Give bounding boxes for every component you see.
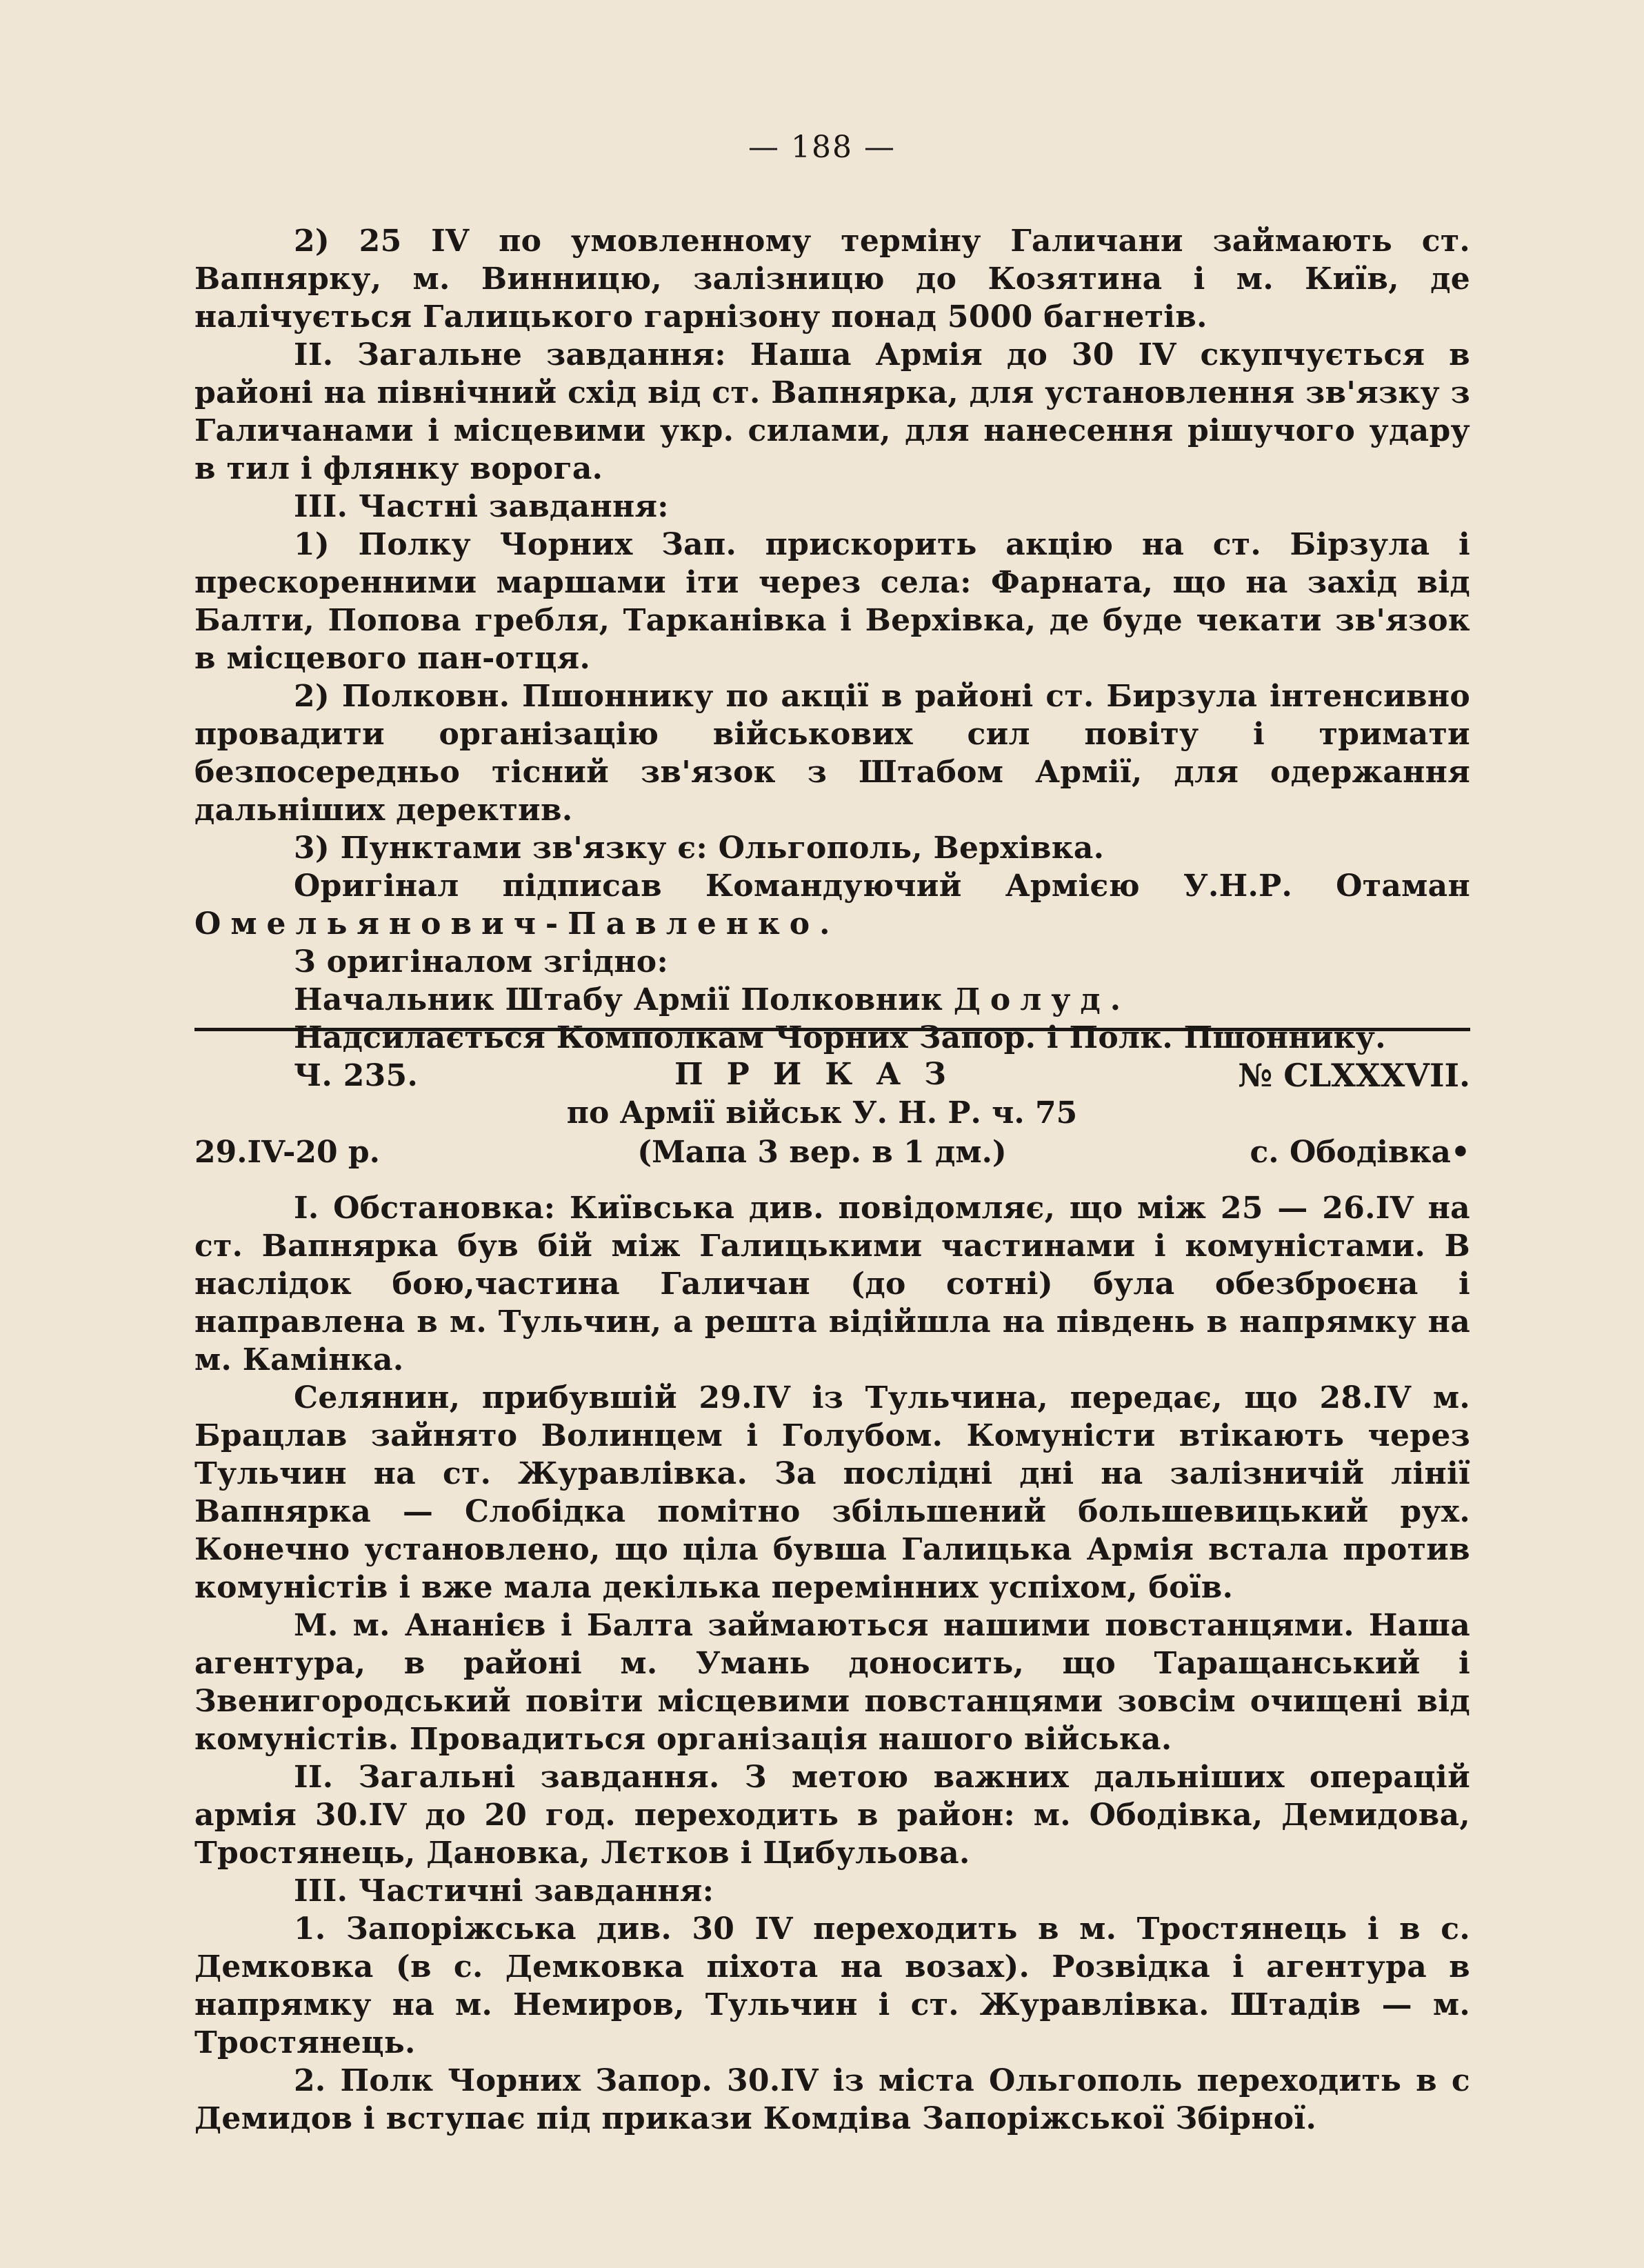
paragraph-situation: I. Обстановка: Київська див. повідомляє, що між 25 — 26.IV на ст. Вапнярка був бій між Галицькими частинами і комуністами. В наслідок бою,частина Галичан (до сотні) була обезброєна і направлена в м. Тульчин, а решта відійшла на південь в напрямку на м. Камінка. bbox=[194, 1191, 1470, 1377]
paragraph-partial-tasks: III. Частичні завдання: bbox=[294, 1873, 714, 1909]
paragraph-distribution: Надсилається Комполкам Чорних Запор. і Полк. Пшоннику. bbox=[294, 1020, 1386, 1055]
paragraph-chief-of-staff bbox=[194, 981, 1470, 1019]
top-text-block bbox=[194, 222, 1470, 1095]
signed-by-text: Оригінал підписав Командуючий Армією У.Н.Р. Отаман bbox=[294, 868, 1470, 904]
paragraph-partial-tasks-heading: III. Частні завдання: bbox=[294, 489, 669, 524]
paragraph-general-tasks: II. Загальні завдання. З метою важних дальніших операцій армія 30.IV до 20 год. переходить в район: м. Ободівка, Демидова, Тростянець, Дановка, Лєтков і Цибульова. bbox=[194, 1760, 1470, 1871]
paragraph-task-2: 2) Полковн. Пшоннику по акції в районі ст. Бирзула інтенсивно провадити організацію військових сил повіту і тримати безпосередньо тісний зв'язок з Штабом Армії, для одержання дальніших деректив. bbox=[194, 679, 1470, 828]
chief-of-staff-text: Начальник Штабу Армії Полковник bbox=[294, 982, 943, 1017]
page-number: — 188 — bbox=[748, 130, 896, 165]
paragraph-black-zaporozhians: 2. Полк Чорних Запор. 30.IV із міста Ольгополь переходить в с Демидов і вступає під прикази Комдіва Запоріжської Збірної. bbox=[194, 2063, 1470, 2136]
paragraph-task-1: 1) Полку Чорних Зап. прискорить акцію на ст. Бірзула і прескоренними маршами іти через села: Фарната, що на захід від Балти, Попова гребля, Тарканівка і Верхівка, де буде чекати зв'язок в місцевого пан-отця. bbox=[194, 527, 1470, 676]
signatory-name: Омельянович-Павленко. bbox=[194, 906, 840, 942]
chief-of-staff-name: Долуд. bbox=[953, 982, 1131, 1017]
paragraph-insurgents: М. м. Ананієв і Балта займаються нашими повстанцями. Наша агентура, в районі м. Умань доносить, що Таращанський і Звенигородський повіти місцевими повстанцями зовсім очищені від комуністів. Провадиться організація нашого війська. bbox=[194, 1608, 1470, 1757]
order-subtitle: по Армії військ У. Н. Р. ч. 75 bbox=[566, 1095, 1078, 1131]
order-place: с. Ободівка• bbox=[1250, 1135, 1470, 1170]
paragraph-original-signed bbox=[194, 867, 1470, 943]
paragraph-copy-verified: З оригіналом згідно: bbox=[294, 944, 668, 979]
paragraph-task-3: 3) Пунктами зв'язку є: Ольгополь, Верхівка. bbox=[294, 830, 1105, 866]
order-map-reference: (Мапа 3 вер. в 1 дм.) bbox=[637, 1135, 1007, 1170]
paragraph-zaporizhian-division: 1. Запоріжська див. 30 IV переходить в м. Тростянець і в с. Демковка (в с. Демковка піхота на возах). Розвідка і агентура в напрямку на м. Немиров, Тульчин і ст. Журавлівка. Штадів — м. Тростянець. bbox=[194, 1911, 1470, 2060]
paragraph-galician-terms: 2) 25 IV по умовленному терміну Галичани займають ст. Вапнярку, м. Винницю, залізницю до Козятина і м. Київ, де налічується Галицького гарнізону понад 5000 багнетів. bbox=[194, 223, 1470, 335]
order-number: № CLXXXVII. bbox=[1238, 1057, 1470, 1094]
order-body bbox=[194, 1189, 1470, 2138]
section-divider bbox=[194, 1028, 1470, 1031]
paragraph-reference-number: Ч. 235. bbox=[294, 1058, 419, 1093]
paragraph-peasant-report: Селянин, прибувшій 29.IV із Тульчина, передає, що 28.IV м. Брацлав зайнято Волинцем і Голубом. Комуністи втікають через Тульчин на ст. Журавлівка. За послідні дні на залізничій лінії Вапнярка — Слобідка помітно збільшений большевицький рух. Конечно установлено, що ціла бувша Галицька Армія встала против комуністів і вже мала декілька перемінних успіхом, боїв. bbox=[194, 1380, 1470, 1605]
order-title: ПРИКАЗ bbox=[674, 1057, 970, 1092]
paragraph-general-task: II. Загальне завдання: Наша Армія до 30 IV скупчується в районі на північний схід від ст. Вапнярка, для установлення зв'язку з Галичанами і місцевими укр. силами, для нанесення рішучого удару в тил і флянку ворога. bbox=[194, 337, 1470, 486]
order-date: 29.IV-20 р. bbox=[194, 1135, 380, 1170]
